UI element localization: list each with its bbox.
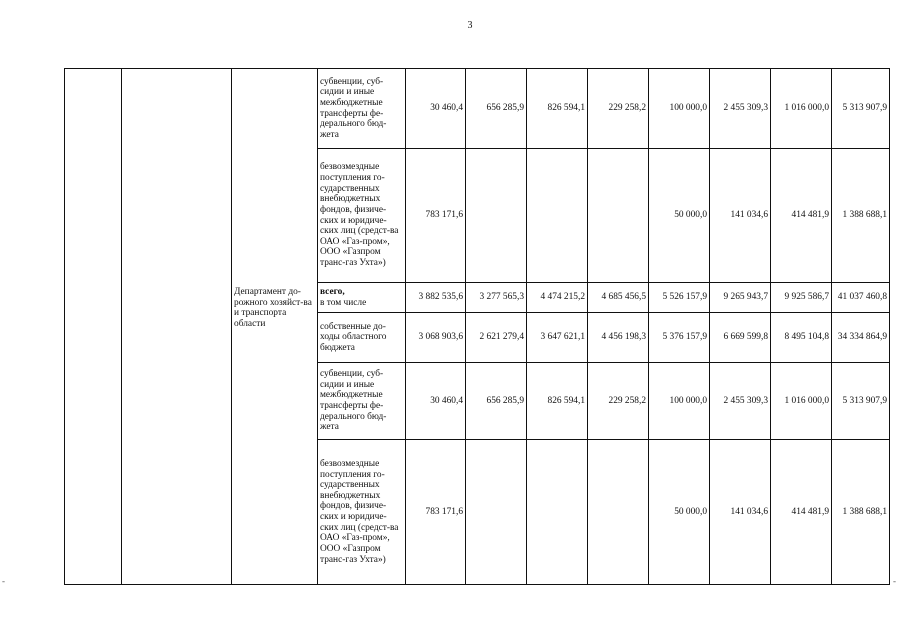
budget-table-body [65, 69, 890, 585]
value-cell [527, 149, 588, 283]
value-cell: 826 594,1 [527, 363, 588, 440]
value-cell: 2 621 279,4 [466, 313, 527, 363]
value-cell: 1 016 000,0 [771, 363, 832, 440]
value-cell: 1 016 000,0 [771, 69, 832, 149]
value-cell: 229 258,2 [588, 363, 649, 440]
value-cell: 414 481,9 [771, 440, 832, 585]
funding-source-label: субвенции, суб-сидии и иные межбюджетные трансферты фе-дерального бюд-жета [320, 369, 387, 433]
value-cell: 141 034,6 [710, 440, 771, 585]
value-cell: 3 277 565,3 [466, 283, 527, 313]
value-cell: 30 460,4 [406, 69, 466, 149]
value-cell: 6 669 599,8 [710, 313, 771, 363]
table-row [65, 69, 890, 149]
value-cell: 414 481,9 [771, 149, 832, 283]
value-cell [588, 440, 649, 585]
value-cell: 100 000,0 [649, 363, 710, 440]
value-cell: 8 495 104,8 [771, 313, 832, 363]
funding-source-cell [318, 313, 406, 363]
value-cell [466, 440, 527, 585]
row-number-cell [65, 69, 122, 585]
funding-source-cell [318, 283, 406, 313]
value-cell: 41 037 460,8 [832, 283, 890, 313]
margin-mark-left: - [2, 576, 5, 586]
funding-source-label: собственные до-ходы областного бюджета [320, 321, 387, 353]
total-label: всего, [320, 286, 345, 297]
funding-source-label: безвозмездные поступления го-сударственных внебюджетных фондов, физиче-ских и юридиче-ских лиц (средст-ва ОАО «Газ-пром», ООО «Газпром транс-газ Ухта») [320, 458, 399, 565]
value-cell: 4 474 215,2 [527, 283, 588, 313]
value-cell: 826 594,1 [527, 69, 588, 149]
funding-source-cell [318, 149, 406, 283]
funding-source-cell [318, 69, 406, 149]
value-cell [527, 440, 588, 585]
value-cell: 5 313 907,9 [832, 69, 890, 149]
budget-table [64, 68, 890, 585]
funding-source-label: субвенции, суб-сидии и иные межбюджетные трансферты фе-дерального бюд-жета [320, 76, 387, 140]
value-cell: 4 685 456,5 [588, 283, 649, 313]
value-cell: 783 171,6 [406, 149, 466, 283]
value-cell: 1 388 688,1 [832, 440, 890, 585]
value-cell: 2 455 309,3 [710, 69, 771, 149]
value-cell: 141 034,6 [710, 149, 771, 283]
margin-mark-right: - [893, 576, 896, 586]
value-cell: 656 285,9 [466, 363, 527, 440]
funding-source-cell [318, 440, 406, 585]
page-number: 3 [467, 20, 473, 31]
value-cell: 1 388 688,1 [832, 149, 890, 283]
value-cell: 5 526 157,9 [649, 283, 710, 313]
value-cell [466, 149, 527, 283]
value-cell: 5 313 907,9 [832, 363, 890, 440]
value-cell: 34 334 864,9 [832, 313, 890, 363]
organization-name: Департамент до-рожного хозяйст-ва и транспорта области [234, 287, 312, 329]
value-cell: 3 882 535,6 [406, 283, 466, 313]
value-cell: 50 000,0 [649, 440, 710, 585]
value-cell: 656 285,9 [466, 69, 527, 149]
value-cell: 3 647 621,1 [527, 313, 588, 363]
value-cell: 3 068 903,6 [406, 313, 466, 363]
value-cell: 9 925 586,7 [771, 283, 832, 313]
value-cell: 4 456 198,3 [588, 313, 649, 363]
value-cell: 100 000,0 [649, 69, 710, 149]
organization-cell [232, 69, 318, 585]
funding-source-cell [318, 363, 406, 440]
value-cell: 9 265 943,7 [710, 283, 771, 313]
total-sublabel: в том числе [320, 297, 367, 308]
value-cell: 5 376 157,9 [649, 313, 710, 363]
value-cell [588, 149, 649, 283]
value-cell: 783 171,6 [406, 440, 466, 585]
value-cell: 30 460,4 [406, 363, 466, 440]
program-cell [122, 69, 232, 585]
value-cell: 2 455 309,3 [710, 363, 771, 440]
funding-source-label: безвозмездные поступления го-сударственных внебюджетных фондов, физиче-ских и юридиче-ских лиц (средст-ва ОАО «Газ-пром», ООО «Газпром транс-газ Ухта») [320, 162, 399, 268]
value-cell: 50 000,0 [649, 149, 710, 283]
value-cell: 229 258,2 [588, 69, 649, 149]
